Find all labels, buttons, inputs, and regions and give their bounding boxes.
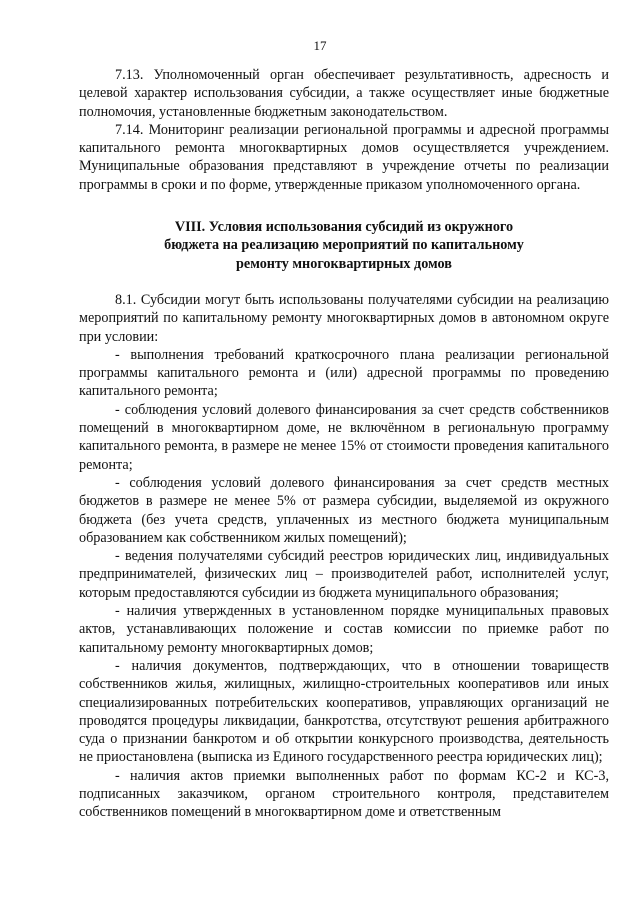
paragraph-7-13: 7.13. Уполномоченный орган обеспечивает результативность, адресность и целевой характер использования субсидии, а также осуществляет иные бюджетные полномочия, установленные бюджетным законодательством. [79, 67, 609, 120]
section-heading-line: VIII. Условия использования субсидий из окружного [174, 219, 514, 236]
document-body [79, 66, 609, 822]
list-item: - соблюдения условий долевого финансирования за счет средств местных бюджетов в размере не менее 5% от размера субсидии, выделяемой из окружного бюджета (без учета средств, уплаченных из местного бюджета муниципальным образованием как собственником жилых помещений); [79, 474, 609, 546]
list-item: - ведения получателями субсидий реестров юридических лиц, индивидуальных предпринимателей, физических лиц – производителей работ, исполнителей услуг, которым предоставляются субсидии из бюджета муниципального образования; [79, 548, 609, 601]
list-item: - наличия документов, подтверждающих, что в отношении товариществ собственников жилья, жилищных, жилищно-строительных кооперативов или иных специализированных потребительских кооперативов, управляющих организаций не проводятся процедуры ликвидации, банкротства, отсутствуют решения арбитражного суда о признании банкротом и об открытии конкурсного производства, деятельность не приостановлена (выписка из Единого государственного реестра юридических лиц); [79, 657, 609, 766]
section-heading [79, 218, 609, 273]
list-item: - соблюдения условий долевого финансирования за счет средств собственников помещений в многоквартирном доме, не включённом в региональную программу капитального ремонта, в размере не менее 15% от стоимости проведения капитального ремонта; [79, 401, 609, 473]
list-item: - наличия актов приемки выполненных работ по формам КС-2 и КС-3, подписанных заказчиком, органом строительного контроля, представителем собственников помещений в многоквартирном доме и ответственным [79, 767, 609, 821]
section-heading-line: ремонту многоквартирных домов [236, 255, 452, 272]
paragraph-8-1: 8.1. Субсидии могут быть использованы получателями субсидии на реализацию мероприятий по капитальному ремонту многоквартирных домов в автономном округе при условии: [79, 291, 609, 345]
section-heading-line: бюджета на реализацию мероприятий по капитальному [164, 237, 524, 254]
list-item: - выполнения требований краткосрочного плана реализации региональной программы капитального ремонта и (или) адресной программы по проведению капитального ремонта; [79, 346, 609, 400]
list-item: - наличия утвержденных в установленном порядке муниципальных правовых актов, устанавливающих положение и состав комиссии по приемке работ по капитальному ремонту многоквартирных домов; [79, 603, 609, 656]
page-number: 17 [313, 38, 327, 53]
paragraph-7-14: 7.14. Мониторинг реализации региональной программы и адресной программы капитального ремонта многоквартирных домов осуществляется учреждением. Муниципальные образования представляют в учреждение отчеты по реализации программы в сроки и по форме, утвержденные приказом уполномоченного органа. [79, 121, 609, 193]
